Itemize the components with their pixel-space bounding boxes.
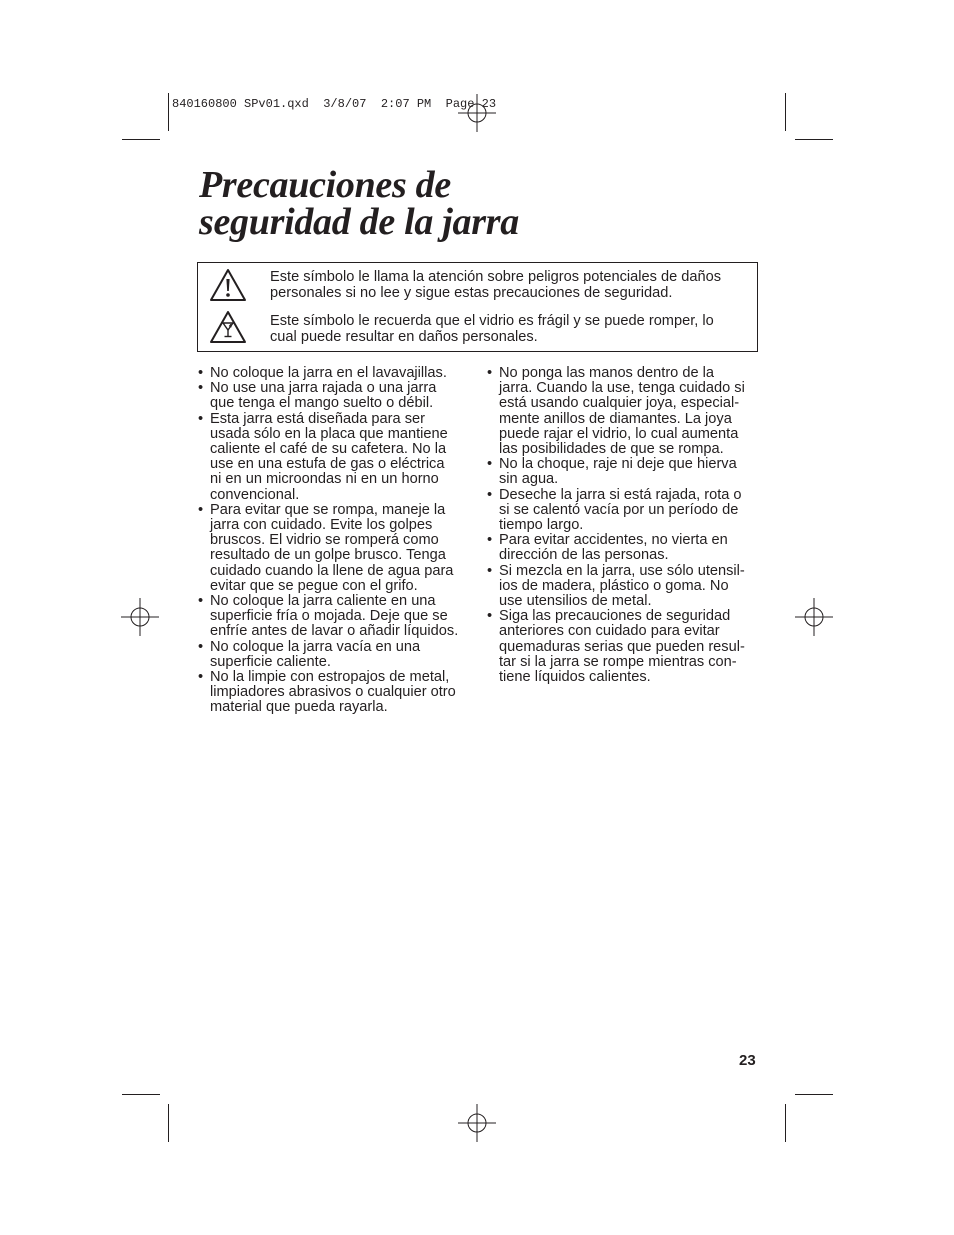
list-item: • No coloque la jarra en el lavavajillas.	[197, 366, 469, 381]
list-item: • No use una jarra rajada o una jarra que tenga el mango suelto o débil.	[197, 381, 469, 411]
registration-mark-icon	[795, 598, 833, 636]
list-item: • Siga las precauciones de seguridad anteriores con cuidado para evitar quemaduras serias que pueden resul- tar si la jarra se rompe mientras con- tiene líquidos calientes.	[486, 609, 758, 685]
list-item: • No la choque, raje ni deje que hierva sin agua.	[486, 457, 758, 487]
precautions-right-column	[486, 366, 758, 685]
list-item: • Para evitar accidentes, no vierta en dirección de las personas.	[486, 533, 758, 563]
crop-mark	[785, 93, 786, 131]
list-item: • No ponga las manos dentro de la jarra. Cuando la use, tenga cuidado si está usando cualquier joya, especial- mente anillos de diamantes. La joya puede rajar el vidrio, lo cual aumenta las posibilidades de que se rompa.	[486, 366, 758, 457]
list-item: • No coloque la jarra caliente en una superficie fría o mojada. Deje que se enfríe antes de lavar o añadir líquidos.	[197, 594, 469, 640]
safety-symbols-box	[197, 262, 758, 352]
precautions-list-left	[197, 366, 469, 716]
list-item: • Si mezcla en la jarra, use sólo utensil- ios de madera, plástico o goma. No use utensilios de metal.	[486, 564, 758, 610]
crop-mark	[168, 93, 169, 131]
crop-mark	[795, 139, 833, 140]
page-title-line-2: seguridad de la jarra	[199, 201, 519, 243]
registration-mark-icon	[458, 1104, 496, 1142]
page-title-line-1: Precauciones de	[199, 164, 451, 206]
list-item: • No coloque la jarra vacía en una superficie caliente.	[197, 640, 469, 670]
page-title	[199, 164, 519, 243]
crop-mark	[122, 1094, 160, 1095]
crop-mark	[122, 139, 160, 140]
precautions-left-column	[197, 366, 469, 716]
broken-glass-warning-icon	[208, 309, 248, 345]
precautions-list-right	[486, 366, 758, 685]
crop-mark	[168, 1104, 169, 1142]
page-number: 23	[739, 1052, 756, 1069]
list-item: • Esta jarra está diseñada para ser usada sólo en la placa que mantiene caliente el café de su cafetera. No la use en una estufa de gas o eléctrica ni en un microondas ni en un horno convencional.	[197, 412, 469, 503]
printer-slug: 840160800 SPv01.qxd 3/8/07 2:07 PM Page 23	[172, 97, 497, 111]
warning-triangle-exclamation-icon	[208, 267, 248, 303]
list-item: • Para evitar que se rompa, maneje la jarra con cuidado. Evite los golpes bruscos. El vidrio se romperá como resultado de un golpe brusco. Tenga cuidado cuando la llene de agua para evitar que se pegue con el grifo.	[197, 503, 469, 594]
warning-text-danger: Este símbolo le llama la atención sobre peligros potenciales de daños personales si no lee y sigue estas precauciones de seguridad.	[270, 269, 722, 301]
list-item: • Deseche la jarra si está rajada, rota o si se calentó vacía por un período de tiempo largo.	[486, 488, 758, 534]
crop-mark	[795, 1094, 833, 1095]
registration-mark-icon	[458, 94, 496, 132]
registration-mark-icon	[121, 598, 159, 636]
warning-text-glass: Este símbolo le recuerda que el vidrio es frágil y se puede romper, lo cual puede resultar en daños personales.	[270, 313, 714, 345]
crop-mark	[785, 1104, 786, 1142]
list-item: • No la limpie con estropajos de metal, limpiadores abrasivos o cualquier otro material que pueda rayarla.	[197, 670, 469, 716]
